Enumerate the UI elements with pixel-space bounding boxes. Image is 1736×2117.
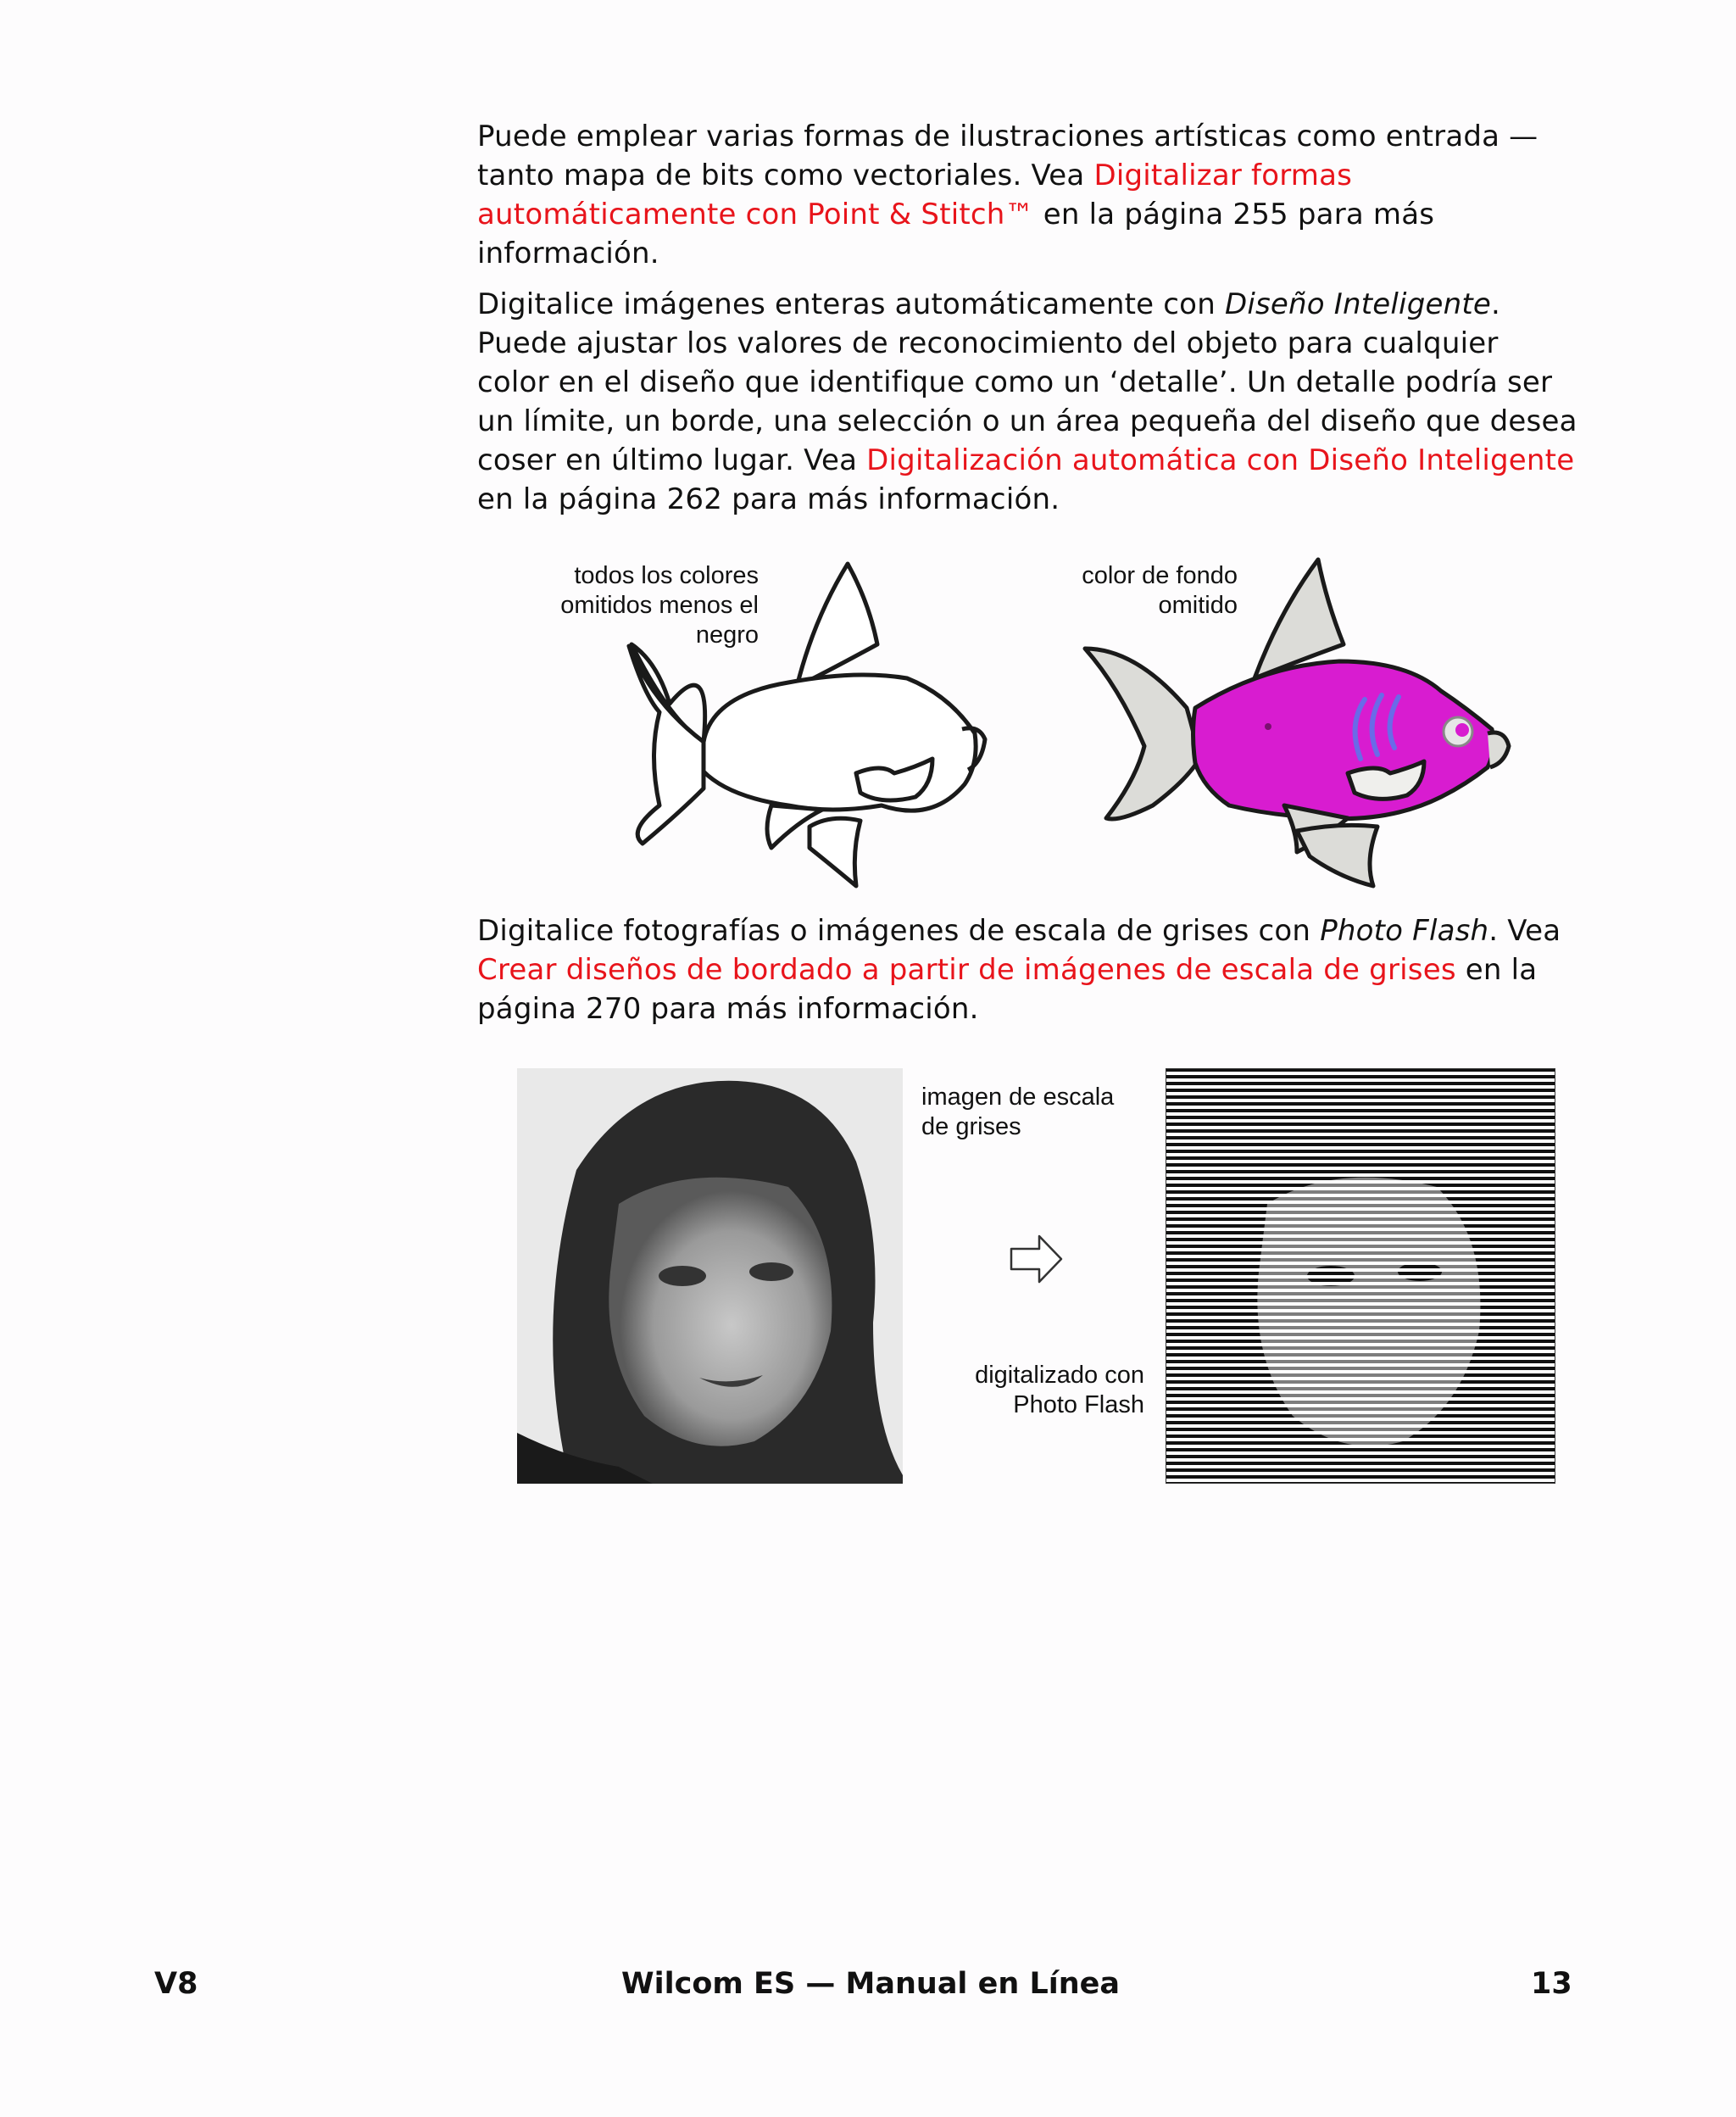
- main-content: [477, 117, 1579, 531]
- stitched-portrait-image: [1166, 1068, 1555, 1484]
- text: en la página 255 para más información.: [477, 198, 1435, 270]
- text: Digitalice imágenes enteras automáticamente con: [477, 287, 1225, 321]
- caption-line: digitalizado con: [975, 1362, 1144, 1389]
- emphasis-photo-flash: Photo Flash: [1320, 914, 1489, 948]
- caption-line: imagen de escala: [921, 1084, 1115, 1111]
- text: . Vea: [1488, 914, 1561, 948]
- footer-title: Wilcom ES — Manual en Línea: [621, 1967, 1121, 2001]
- paragraph-photo-flash: [477, 911, 1579, 1028]
- caption-line: color de fondo: [1082, 562, 1238, 589]
- outline-fish-image: [576, 551, 1017, 899]
- text: . Puede ajustar los valores de reconocimiento del objeto para cualquier color en el diseño que identifique como un ‘detalle’. Un detalle podría ser un límite, un borde, una selección o un área pequeña del diseño que desea coser en último lugar. Vea: [477, 287, 1577, 477]
- text: en la página 270 para más información.: [477, 953, 1538, 1026]
- caption-line: Photo Flash: [1013, 1391, 1144, 1418]
- text: en la página 262 para más información.: [477, 482, 1060, 516]
- caption-line: todos los colores: [574, 562, 759, 589]
- link-point-stitch[interactable]: Digitalizar formas automáticamente con Point & Stitch™: [477, 159, 1353, 231]
- footer-page-number: 13: [1531, 1967, 1572, 2001]
- paragraph-point-stitch: [477, 117, 1579, 273]
- link-smart-design[interactable]: Digitalización automática con Diseño Inteligente: [866, 443, 1575, 477]
- right-arrow-outline-icon: [1009, 1234, 1065, 1284]
- caption-line: omitidos menos el: [560, 592, 759, 619]
- main-content-2: [477, 911, 1579, 1040]
- embroidered-fish-image: [1068, 551, 1526, 899]
- text: Puede emplear varias formas de ilustraciones artísticas como entrada — tanto mapa de bits como vectoriales. Vea: [477, 120, 1538, 192]
- caption-line: de grises: [921, 1113, 1021, 1140]
- text: Digitalice fotografías o imágenes de escala de grises con: [477, 914, 1321, 948]
- photo-bottom-caption: [932, 1361, 1144, 1420]
- paragraph-smart-design: [477, 285, 1579, 519]
- grayscale-portrait-image: [517, 1068, 903, 1484]
- link-grayscale[interactable]: Crear diseños de bordado a partir de imágenes de escala de grises: [477, 953, 1456, 987]
- footer-version: V8: [154, 1967, 198, 2001]
- caption-line: omitido: [1158, 592, 1238, 619]
- emphasis-smart-design: Diseño Inteligente: [1224, 287, 1491, 321]
- fish-figure: [475, 551, 1594, 899]
- caption-line: negro: [695, 621, 759, 649]
- photo-top-caption: [921, 1083, 1114, 1142]
- photo-figure: [509, 1064, 1568, 1488]
